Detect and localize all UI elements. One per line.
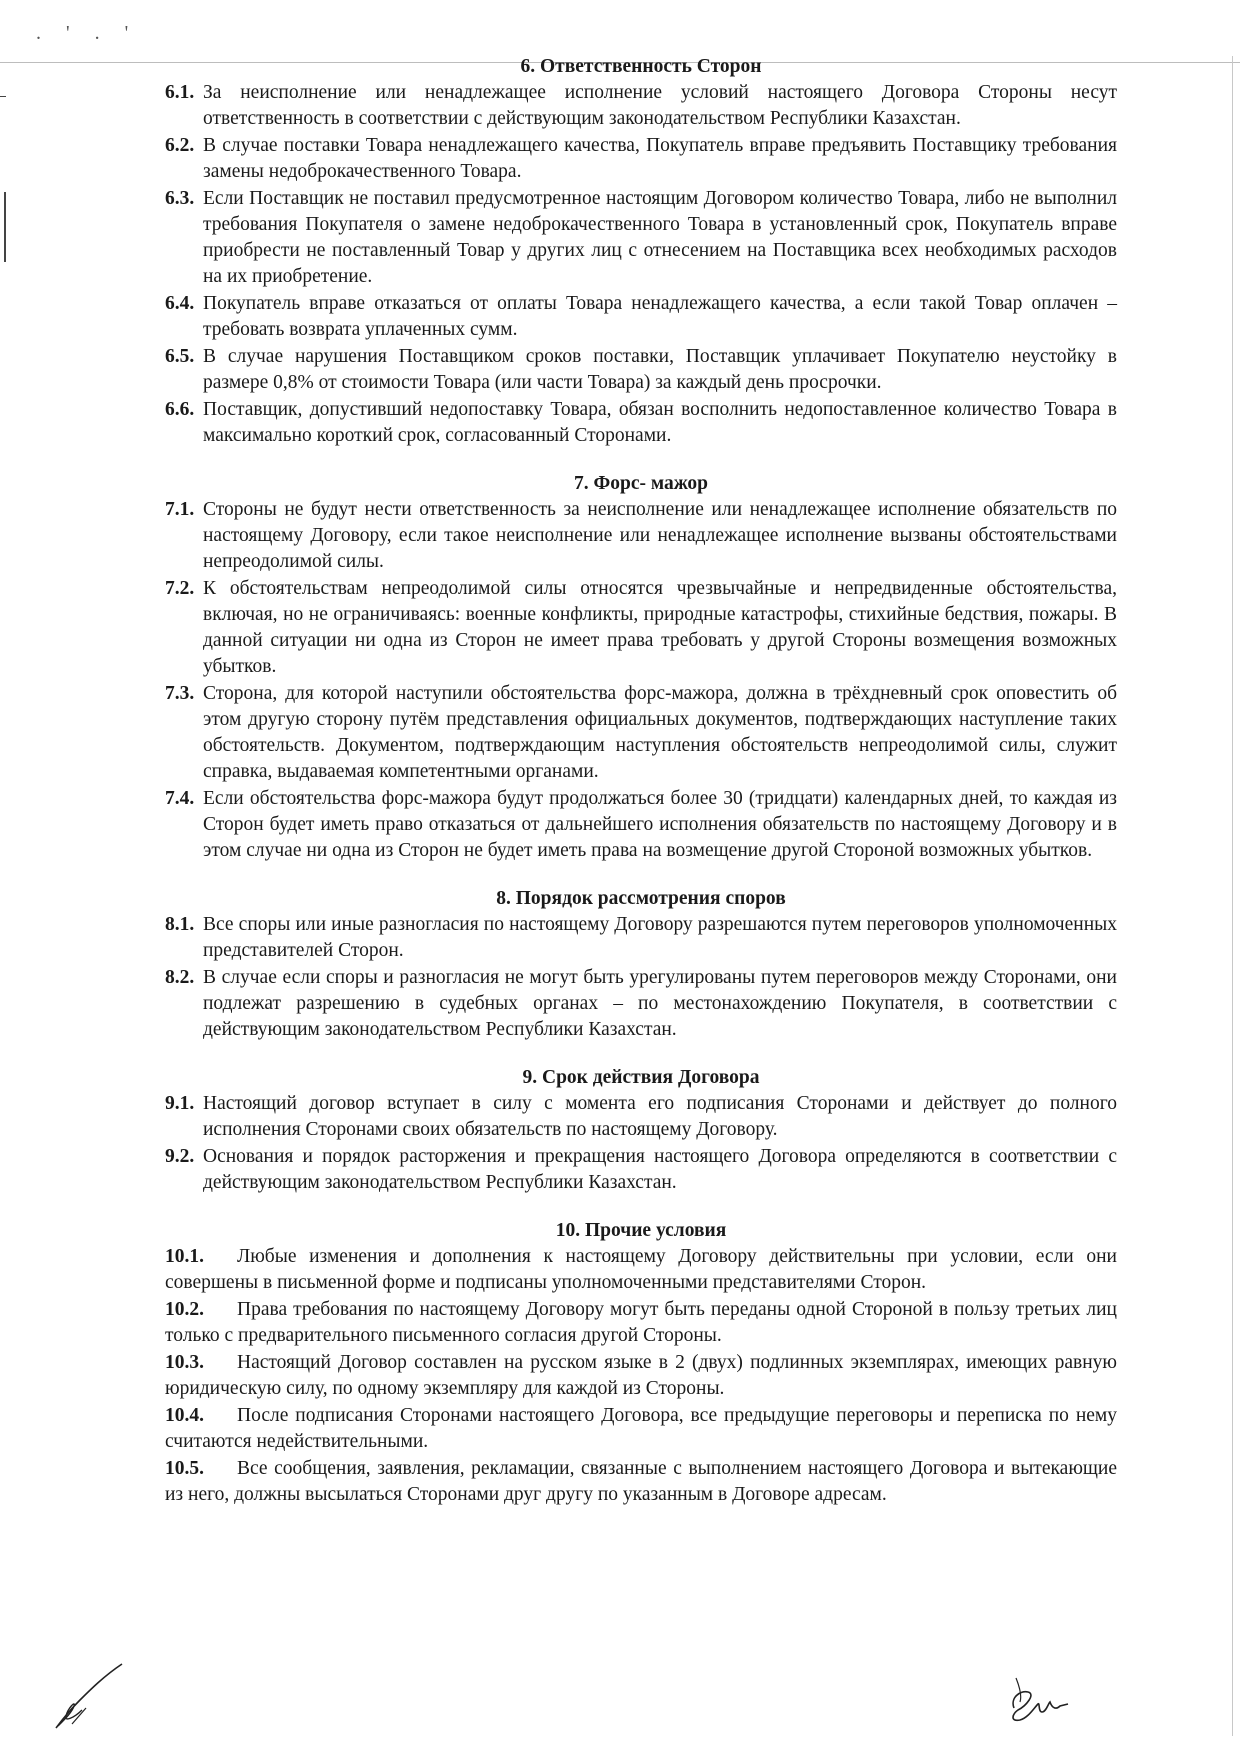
clause [165,1144,1117,1196]
section-title: 8. Порядок рассмотрения споров [496,888,786,909]
clause [165,133,1117,185]
clause-text: Покупатель вправе отказаться от оплаты Товара ненадлежащего качества, а если такой Товар оплачен – требовать возврата уплаченных сумм. [203,293,1117,340]
clause-number: 6.1. [165,82,195,103]
clause-number: 10.1. [165,1246,204,1267]
clause [165,1297,1117,1349]
clause-text: За неисполнение или ненадлежащее исполнение условий настоящего Договора Стороны несут ответственность в соответствии с действующим законодательством Республики Казахстан. [203,82,1117,129]
clause-number: 10.4. [165,1405,204,1426]
clause-text: Все сообщения, заявления, рекламации, связанные с выполнением настоящего Договора и вытекающие из него, должны высылаться Сторонами друг другу по указанным в Договоре адресам. [165,1458,1117,1505]
signature-left-icon [52,1660,132,1732]
clause-text: Поставщик, допустивший недопоставку Товара, обязан восполнить недопоставленное количество Товара в максимально короткий срок, согласованный Сторонами. [203,399,1117,446]
clause-text: Стороны не будут нести ответственность за неисполнение или ненадлежащее исполнение обязательств по настоящему Договору, если такое неисполнение или ненадлежащее исполнение вызваны обстоятельствами непреодолимой силы. [203,499,1117,572]
section-title: 6. Ответственность Сторон [520,56,762,77]
clause [165,912,1117,964]
clause-number: 8.1. [165,914,195,935]
clause-text: В случае поставки Товара ненадлежащего качества, Покупатель вправе предъявить Поставщику требования замены недоброкачественного Товара. [203,135,1117,182]
clause-text: После подписания Сторонами настоящего Договора, все предыдущие переговоры и переписка по нему считаются недействительными. [165,1405,1117,1452]
section-title: 9. Срок действия Договора [522,1067,760,1088]
clause [165,1456,1117,1508]
clause-text: Основания и порядок расторжения и прекращения настоящего Договора определяются в соответствии с действующим законодательством Республики Казахстан. [203,1146,1117,1193]
clause-text: Если Поставщик не поставил предусмотренное настоящим Договором количество Товара, либо не выполнил требования Покупателя о замене недоброкачественного Товара в установленный срок, Покупатель вправе приобрести не поставленный Товар у других лиц с отнесением на Поставщика всех необходимых расходов на их приобретение. [203,188,1117,287]
clause-number: 7.4. [165,788,195,809]
clause [165,1350,1117,1402]
section [165,54,1117,449]
clause-text: К обстоятельствам непреодолимой силы относятся чрезвычайные и непредвиденные обстоятельства, включая, но не ограничиваясь: военные конфликты, природные катастрофы, стихийные бедствия, пожары. В данной ситуации ни одна из Сторон не имеет права требовать у другой Стороны возмещения возможных убытков. [203,578,1117,677]
clause-number: 10.5. [165,1458,204,1479]
clause-number: 6.4. [165,293,195,314]
section [165,471,1117,864]
section [165,886,1117,1043]
clause [165,1244,1117,1296]
scan-margin-mark [4,192,6,262]
clause [165,344,1117,396]
clause [165,965,1117,1043]
clause [165,291,1117,343]
clause [165,681,1117,785]
clause-number: 8.2. [165,967,195,988]
section-title: 7. Форс- мажор [573,473,708,494]
clause [165,497,1117,575]
section-title: 10. Прочие условия [555,1220,727,1241]
section [165,1065,1117,1196]
clause-number: 9.1. [165,1093,195,1114]
clause-text: Настоящий договор вступает в силу с момента его подписания Сторонами и действует до полного исполнения Сторонами своих обязательств по настоящему Договору. [203,1093,1117,1140]
clause-number: 6.6. [165,399,195,420]
clause-text: Настоящий Договор составлен на русском языке в 2 (двух) подлинных экземплярах, имеющих равную юридическую силу, по одному экземпляру для каждой из Стороны. [165,1352,1117,1399]
clause-number: 6.2. [165,135,195,156]
clause [165,576,1117,680]
clause-text: Все споры или иные разногласия по настоящему Договору разрешаются путем переговоров уполномоченных представителей Сторон. [203,914,1117,961]
clause [165,80,1117,132]
contract-content [165,54,1117,1509]
clause [165,397,1117,449]
clause-number: 10.2. [165,1299,204,1320]
clause-text: В случае нарушения Поставщиком сроков поставки, Поставщик уплачивает Покупателю неустойку в размере 0,8% от стоимости Товара (или части Товара) за каждый день просрочки. [203,346,1117,393]
clause-number: 6.5. [165,346,195,367]
clause-number: 9.2. [165,1146,195,1167]
clause-text: Права требования по настоящему Договору могут быть переданы одной Стороной в пользу третьих лиц только с предварительного письменного согласия другой Стороны. [165,1299,1117,1346]
clause-text: Сторона, для которой наступили обстоятельства форс-мажора, должна в трёхдневный срок оповестить об этом другую сторону путём представления официальных документов, подтверждающих наступление таких обстоятельств. Документом, подтверждающим наступления обстоятельств непреодолимой силы, служит справка, выдаваемая компетентными органами. [203,683,1117,782]
clause-number: 7.2. [165,578,195,599]
signature-right-icon [1006,1668,1076,1728]
scan-border-right [1232,56,1233,1736]
clause [165,1403,1117,1455]
clause-number: 10.3. [165,1352,204,1373]
scan-margin-tick [0,96,6,97]
scan-marks: . ' . ' [36,22,139,44]
clause [165,786,1117,864]
clause-text: В случае если споры и разногласия не могут быть урегулированы путем переговоров между Сторонами, они подлежат разрешению в судебных органах – по местонахождению Покупателя, в соответствии с действующим законодательством Республики Казахстан. [203,967,1117,1040]
clause [165,186,1117,290]
clause-text: Любые изменения и дополнения к настоящему Договору действительны при условии, если они совершены в письменной форме и подписаны уполномоченными представителями Сторон. [165,1246,1117,1293]
clause-number: 7.1. [165,499,195,520]
clause-number: 6.3. [165,188,195,209]
clause-number: 7.3. [165,683,195,704]
clause [165,1091,1117,1143]
section [165,1218,1117,1508]
clause-text: Если обстоятельства форс-мажора будут продолжаться более 30 (тридцати) календарных дней, то каждая из Сторон будет иметь право отказаться от дальнейшего исполнения обязательств по настоящему Договору и в этом случае ни одна из Сторон не будет иметь права на возмещение другой Стороной возможных убытков. [203,788,1117,861]
